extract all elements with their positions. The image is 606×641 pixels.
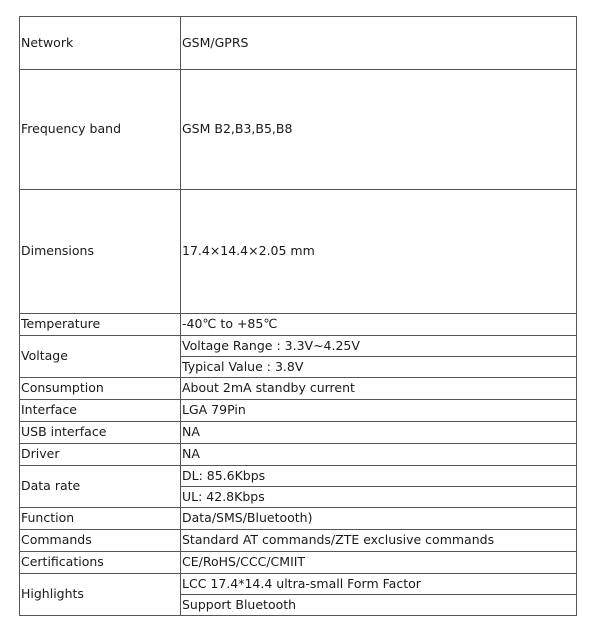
table-row [20, 190, 577, 314]
interface-value: LGA 79Pin [181, 400, 577, 422]
function-label: Function [20, 508, 181, 530]
spec-table [19, 16, 577, 616]
dimensions-value: 17.4×14.4×2.05 mm [181, 190, 577, 314]
network-value: GSM/GPRS [181, 17, 577, 70]
data-rate-dl-value: DL: 85.6Kbps [181, 466, 577, 487]
highlights-form-factor-value: LCC 17.4*14.4 ultra-small Form Factor [181, 574, 577, 595]
driver-value: NA [181, 444, 577, 466]
consumption-value: About 2mA standby current [181, 378, 577, 400]
driver-label: Driver [20, 444, 181, 466]
table-row [20, 17, 577, 70]
voltage-range-value: Voltage Range : 3.3V~4.25V [181, 336, 577, 357]
table-row [20, 378, 577, 400]
frequency-band-label: Frequency band [20, 70, 181, 190]
data-rate-label: Data rate [20, 466, 181, 508]
table-row [20, 336, 577, 357]
voltage-typical-value: Typical Value : 3.8V [181, 357, 577, 378]
table-row [20, 314, 577, 336]
table-row [20, 508, 577, 530]
table-row [20, 422, 577, 444]
frequency-band-value: GSM B2,B3,B5,B8 [181, 70, 577, 190]
certifications-label: Certifications [20, 552, 181, 574]
temperature-value: -40℃ to +85℃ [181, 314, 577, 336]
certifications-value: CE/RoHS/CCC/CMIIT [181, 552, 577, 574]
commands-value: Standard AT commands/ZTE exclusive commands [181, 530, 577, 552]
table-row [20, 530, 577, 552]
consumption-label: Consumption [20, 378, 181, 400]
dimensions-label: Dimensions [20, 190, 181, 314]
data-rate-ul-value: UL: 42.8Kbps [181, 487, 577, 508]
voltage-label: Voltage [20, 336, 181, 378]
temperature-label: Temperature [20, 314, 181, 336]
table-row [20, 574, 577, 595]
function-value: Data/SMS/Bluetooth) [181, 508, 577, 530]
table-row [20, 552, 577, 574]
table-row [20, 444, 577, 466]
network-label: Network [20, 17, 181, 70]
commands-label: Commands [20, 530, 181, 552]
usb-interface-value: NA [181, 422, 577, 444]
table-row [20, 70, 577, 190]
highlights-label: Highlights [20, 574, 181, 616]
highlights-bluetooth-value: Support Bluetooth [181, 595, 577, 616]
usb-interface-label: USB interface [20, 422, 181, 444]
interface-label: Interface [20, 400, 181, 422]
table-row [20, 400, 577, 422]
table-row [20, 466, 577, 487]
